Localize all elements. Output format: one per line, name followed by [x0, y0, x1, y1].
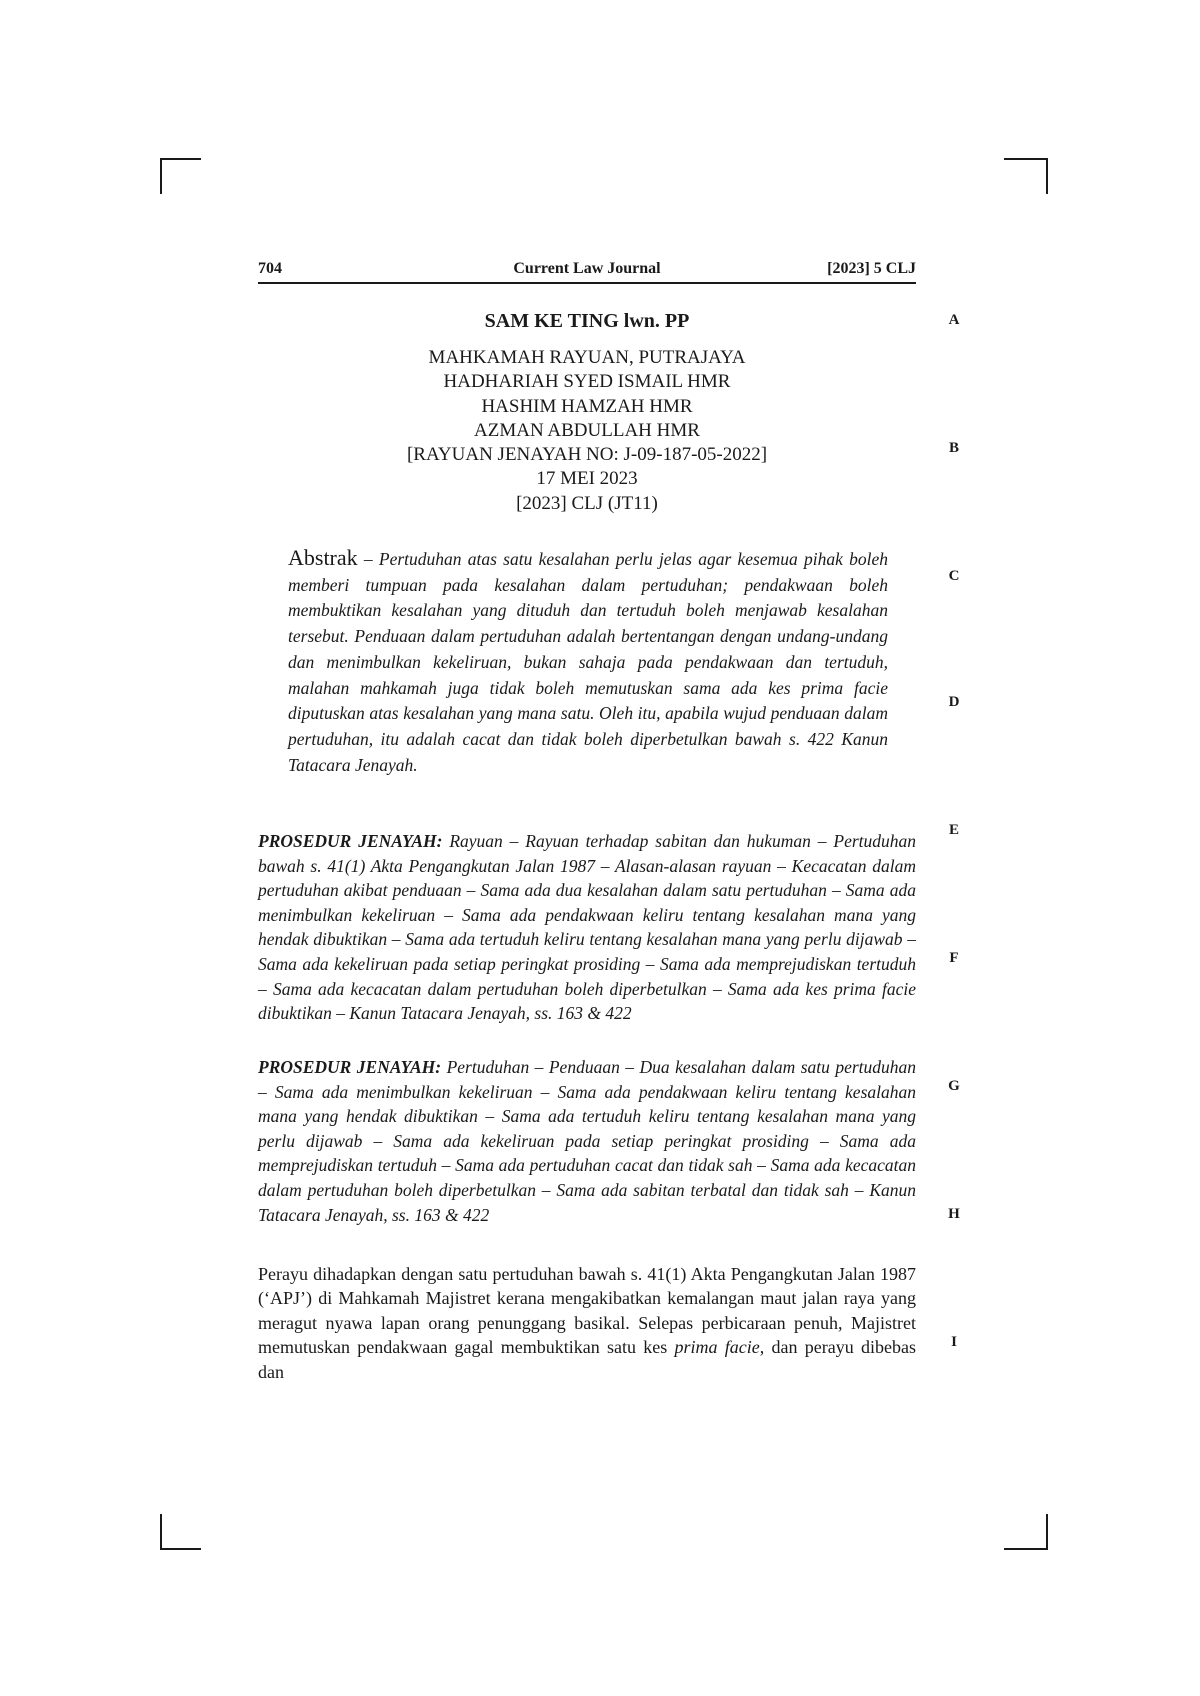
abstract: Abstrak – Pertuduhan atas satu kesalahan perlu jelas agar kesemua pihak boleh memberi tumpuan pada kesalahan dalam pertuduhan; pendakwaan boleh membuktikan kesalahan yang dituduh dan tertuduh boleh menjawab kesalahan tersebut. Penduaan dalam pertuduhan adalah bertentangan dengan undang-undang dan menimbulkan kekeliruan, bukan sahaja pada pendakwaan dan tertuduh, malahan mahkamah juga tidak boleh memutuskan sama ada kes prima facie diputuskan atas kesalahan yang mana satu. Oleh itu, apabila wujud penduaan dalam pertuduhan, itu adalah cacat dan tidak boleh diperbetulkan bawah s. 422 Kanun Tatacara Jenayah. — [288, 545, 889, 775]
crop-mark-bottom-right-horizontal — [1004, 1548, 1048, 1550]
judge-2: HASHIM HAMZAH HMR — [481, 395, 693, 417]
journal-citation: [2023] 5 CLJ — [827, 260, 916, 277]
headnote-body-paragraph — [258, 1262, 916, 1384]
judge-3: AZMAN ABDULLAH HMR — [474, 419, 700, 441]
case-title: SAM KE TING lwn. PP — [484, 310, 690, 332]
margin-letter-c: C — [948, 568, 960, 584]
decision-date: 17 MEI 2023 — [536, 468, 638, 490]
crop-mark-bottom-left-horizontal — [160, 1548, 201, 1550]
margin-letter-f: F — [949, 950, 959, 966]
body-text: Perayu dihadapkan dengan satu pertuduhan bawah s. 41(1) Akta Pengangkutan Jalan 1987 (‘APJ’) di Mahkamah Majistret kerana mengakibatkan kemalangan maut jalan raya yang meragut nyawa lapan orang penunggang basikal. Selepas perbicaraan penuh, Majistret memutuskan pendakwaan gagal membuktikan satu kes — [258, 1264, 916, 1358]
crop-mark-bottom-right-vertical — [1046, 1514, 1048, 1550]
margin-letter-b: B — [948, 440, 959, 456]
body-text-end: , dan perayu dibebas dan — [258, 1337, 916, 1382]
margin-letter-g: G — [948, 1078, 960, 1094]
running-head — [258, 258, 916, 284]
journal-title: Current Law Journal — [513, 260, 661, 277]
crop-mark-bottom-left-vertical — [160, 1514, 162, 1550]
margin-letter-d: D — [948, 694, 960, 710]
margin-letter-h: H — [948, 1206, 960, 1222]
margin-letter-i: I — [951, 1334, 957, 1350]
report-citation: [2023] CLJ (JT11) — [516, 492, 658, 514]
margin-letter-e: E — [948, 822, 959, 838]
appeal-number: [RAYUAN JENAYAH NO: J-09-187-05-2022] — [406, 444, 768, 466]
catchword-paragraph — [258, 829, 916, 1026]
catchword-heading: PROSEDUR JENAYAH: — [258, 1057, 442, 1077]
body-italic-term: prima facie — [674, 1337, 760, 1358]
abstract-label: Abstrak — [288, 545, 358, 570]
court-block — [258, 346, 916, 516]
abstract-text: Pertuduhan atas satu kesalahan perlu jelas agar kesemua pihak boleh memberi tumpuan pada kesalahan dalam pertuduhan; pendakwaan boleh membuktikan kesalahan yang dituduh dan tertuduh boleh menjawab kesalahan tersebut. Penduaan dalam pertuduhan adalah bertentangan dengan undang-undang dan menimbulkan kekeliruan, bukan sahaja pada pendakwaan dan tertuduh, malahan mahkamah juga tidak boleh memutuskan sama ada kes prima facie diputuskan atas kesalahan yang mana satu. Oleh itu, apabila wujud penduaan dalam pertuduhan, itu adalah cacat dan tidak boleh diperbetulkan bawah s. 422 Kanun Tatacara Jenayah. — [288, 549, 889, 775]
crop-mark-top-right-vertical — [1046, 158, 1048, 194]
crop-mark-top-left-vertical — [160, 158, 162, 194]
page-number: 704 — [258, 260, 282, 277]
court-name: MAHKAMAH RAYUAN, PUTRAJAYA — [428, 347, 746, 368]
judge-1: HADHARIAH SYED ISMAIL HMR — [443, 371, 731, 393]
catchword-heading: PROSEDUR JENAYAH: — [258, 831, 443, 851]
crop-mark-top-left-horizontal — [160, 158, 201, 160]
catchword-text: Rayuan – Rayuan terhadap sabitan dan hukuman – Pertuduhan bawah s. 41(1) Akta Pengangkutan Jalan 1987 – Alasan-alasan rayuan – Kecacatan dalam pertuduhan akibat penduaan – Sama ada dua kesalahan dalam satu pertuduhan – Sama ada menimbulkan kekeliruan – Sama ada pendakwaan keliru tentang kesalahan mana yang hendak dibuktikan – Sama ada tertuduh keliru tentang kesalahan mana yang perlu dijawab – Sama ada kekeliruan pada setiap peringkat prosiding – Sama ada memprejudiskan tertuduh – Sama ada kecacatan dalam pertuduhan boleh diperbetulkan – Sama ada kes prima facie dibuktikan – Kanun Tatacara Jenayah, ss. 163 & 422 — [258, 831, 917, 1024]
catchword-text: Pertuduhan – Penduaan – Dua kesalahan dalam satu pertuduhan – Sama ada menimbulkan kekeliruan – Sama ada pendakwaan keliru tentang kesalahan mana yang hendak dibuktikan – Sama ada tertuduh keliru tentang kesalahan mana yang perlu dijawab – Sama ada kekeliruan pada setiap peringkat prosiding – Sama ada memprejudiskan tertuduh – Sama ada pertuduhan cacat dan tidak sah – Sama ada kecacatan dalam pertuduhan boleh diperbetulkan – Sama ada sabitan terbatal dan tidak sah – Kanun Tatacara Jenayah, ss. 163 & 422 — [258, 1057, 917, 1225]
crop-mark-top-right-horizontal — [1004, 158, 1048, 160]
margin-letter-a: A — [948, 312, 960, 328]
catchword-paragraph — [258, 1055, 916, 1227]
